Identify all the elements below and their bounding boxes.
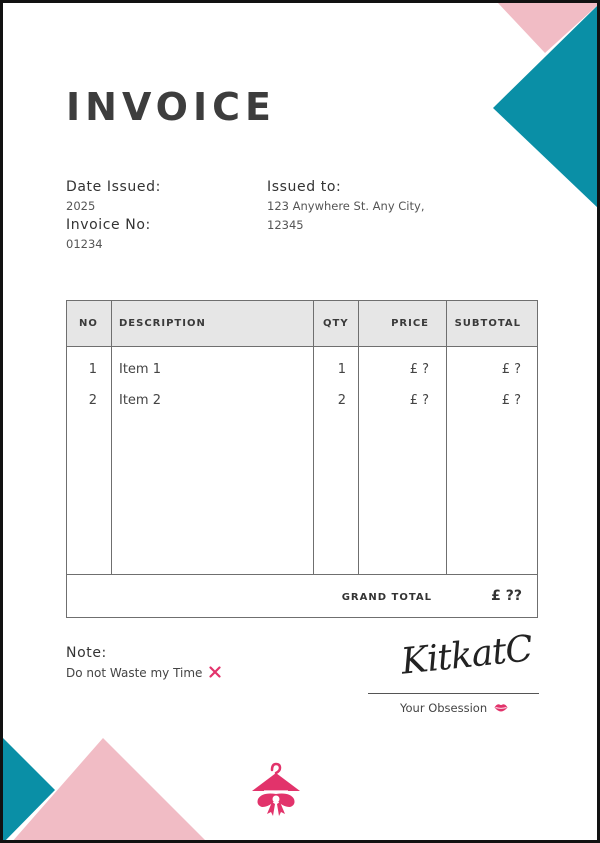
issued-to-address-line1: 123 Anywhere St. Any City, xyxy=(267,199,425,213)
date-issued-value: 2025 xyxy=(66,199,96,213)
column-divider xyxy=(111,301,112,575)
row-2-description: Item 2 xyxy=(119,393,161,408)
header-subtotal: SUBTOTAL xyxy=(454,318,521,329)
row-2-price: £ ? xyxy=(409,393,429,408)
invoice-number-value: 01234 xyxy=(66,237,103,251)
row-1-no: 1 xyxy=(88,362,97,377)
date-issued-label: Date Issued: xyxy=(66,179,161,195)
signature-tagline: Your Obsession xyxy=(400,701,488,715)
note-text-line xyxy=(66,663,221,683)
grand-total-label: GRAND TOTAL xyxy=(341,592,432,603)
row-1-qty: 1 xyxy=(337,362,346,377)
signature-tagline-line xyxy=(400,701,508,715)
note-label: Note: xyxy=(66,645,107,661)
cross-mark-icon xyxy=(209,666,221,678)
row-1-subtotal: £ ? xyxy=(501,362,521,377)
row-1-price: £ ? xyxy=(409,362,429,377)
invoice-title: INVOICE xyxy=(66,85,276,129)
issued-to-label: Issued to: xyxy=(267,179,342,195)
row-2-subtotal: £ ? xyxy=(501,393,521,408)
column-divider xyxy=(313,301,314,575)
lips-icon xyxy=(494,703,508,712)
row-2-qty: 2 xyxy=(337,393,346,408)
header-description: DESCRIPTION xyxy=(119,318,206,329)
top-right-corner-decoration xyxy=(493,3,600,213)
signature-line xyxy=(368,693,539,694)
note-text: Do not Waste my Time xyxy=(66,666,203,680)
hanger-bow-logo-icon xyxy=(248,761,304,819)
row-2-no: 2 xyxy=(88,393,97,408)
issued-to-address-line2: 12345 xyxy=(267,218,304,232)
grand-total-divider xyxy=(67,574,537,575)
header-price: PRICE xyxy=(391,318,429,329)
items-table xyxy=(66,300,538,618)
signature: KitkatC xyxy=(399,628,534,683)
bottom-left-corner-decoration xyxy=(3,738,213,843)
header-no: NO xyxy=(79,318,98,329)
invoice-number-label: Invoice No: xyxy=(66,217,151,233)
row-1-description: Item 1 xyxy=(119,362,161,377)
column-divider xyxy=(446,301,447,575)
header-qty: QTY xyxy=(323,318,349,329)
grand-total-value: £ ?? xyxy=(491,588,522,604)
column-divider xyxy=(358,301,359,575)
